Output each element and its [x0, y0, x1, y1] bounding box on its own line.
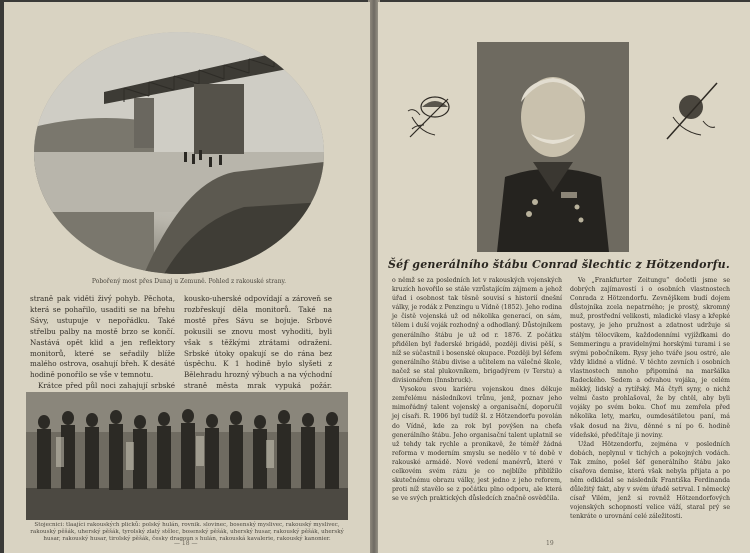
paragraph: kousko-uherské odpovídají a zároveň se rozbřeskují děla monitorů. Také na mostě přes Sávu se bojuje. Srbové pokusili se znovu most vyhoditi, byli však s těžkými ztrátami odraženi. Srbské útoky opakují se do rána bez úspěchu. K 1 hodině bylo slyšeti z Bělehradu hrozný výbuch a na východní straně města mrak vypuká požár.: [184, 294, 332, 391]
sword-helmet-ornament-right-icon: [663, 77, 723, 147]
conrad-portrait: [477, 42, 629, 252]
paragraph: straně pak viděti živý pohyb. Pěchota, která se pohařilo, usaditi se na břehu Sávy, ustupuje v nepořádku. Také střelbu palby na mostě brzo se končí. Nastává opět klid a jen reflektory monitorů, které se seřadily blíže malého ostrova, osahují břeh. K desáté hodině ponořilo se vše v temnotu.: [30, 294, 175, 380]
soldiers-group-photo: [26, 392, 348, 520]
bridge-photo: [34, 32, 324, 274]
bridge-illustration: [34, 32, 324, 274]
paragraph: Krátce před půl noci zahajují srbské: [38, 381, 175, 391]
right-page: [378, 2, 750, 553]
group-photo-caption: Stojecnici: tlaajíci rakouských plicků: polský hulán, rovnik. slovinec, bosenský myslivec, rakouský myslivec, rakouský pěšák, uherský pěšák, tyrolský zlatý stělec, bosenský pěšák, uherský husar, rakouský pěšák, uherský husar, rakouský husar, tirolský pěšák, česky dragoun s hulán, rakouská kavalerie, rakouský kanonier.: [30, 522, 344, 542]
paragraph: o němž se za posledních let v rakouských vojenských kruzích hovořilo se stále vzrůstajícím zájmem a jehož úřad i osobnost tak těsně souvisí s historií dnešní války, je rodák z Penzingu u Vídně (1852). Jeho rodina je čistě vojenská už od několika generací, on sám, tělem i duší voják rozhodný a odhodlaný. Důstojníkem generálního štábu je už od r. 1876. Z počátku přidělen byl řaderské brigádě, později divisi pěší, s níž se súčastnil i bosenské okupace. Později byl šéfem generálního štábu divise a učitelem na válečné škole, načež se stal plukovníkem, brigadýrem (v Terstu) a divisionářem (Innsbruck).: [392, 277, 562, 385]
soldiers-illustration: [26, 392, 348, 520]
portrait-illustration: [477, 42, 629, 252]
paragraph: Vysokou svou kariéru vojenskou dnes děkuje zemřelému následníkovi trůnu, jenž, poznav jeho mimořádný talent vojenský a organisační, doporučil jej císaři. R. 1906 byl tudíž šl. z Hötzendorfu povolán do Vídně, kde za rok byl povýšen na chefa generálního štábu. Jeho organisační talent uplatnil se už tehdy tak rychle a pronikavě, že téměř žádná reforma v moderním smyslu se nedělo v té době v rakouské armádě. Nové vedení manévrů, které v celkovém svém rázu je co nejblíže přiblížilo skutečnému obrazu války, jest jedno z jeho reforem, proti níž stavělo se z počátku plno odporu, ale která se ve svých praktických důsledcích značně osvědčila.: [392, 386, 562, 503]
left-text-column-2: [184, 294, 332, 403]
paragraph: Užad Hötzendorfu, zejména v posledních dobách, neplynul v tichých a pokojných vodách. Tak zmíno, pošel šéf generálního štábu jako císařova demise, která však nebyla přijata a po něm odkládal se následník Františka Ferdinanda důležitý fakt, aby v svém úřadě setrval. I německý císař Vilém, jenž si rovněž Hötzendorfových vojenských schopností velice váží, staral prý se tenkráte o urovnání celé záležitosti.: [570, 440, 730, 521]
paragraph: Ve „Frankfurter Zeitungu“ dočetli jsme se dobrých zajímavostí i o osobních vlastnostech Conrada z Hötzendorfu. Zevnějškem budí dojem důstojníka zcela nepatrného; je prostý, skromný muž, prostřední velikosti, mladické vlasy a křepké postavy, je jeho pružnost a zdatnost udržuje si stálým tělocvikem, každodenními vyjížďkami do Semmeringu a pravidelnými horskými turami i se svými pobočníkem. Rysy jeho tváře jsou ostré, ale vždy klidné a vlídné. V těchto zevních i osobních vlastnostech mnoho připomíná na maršálka Radeckého. Sedem a odvahou vojáka, je celém měkký, lidský a rytířský. Má čtyři syny, o nichž velmi často prohlašoval, že by chtěl, aby byli vojáky po svém boku. Choť mu zemřela před několika lety, marku, oumdesátiletou paní, má však dosud na živu, děnné s ní po 6. hodině vídeňské, předčítaje ji noviny.: [570, 277, 730, 439]
left-page: [4, 2, 370, 553]
page-number-left: — 18 —: [174, 540, 198, 547]
article-title: Šéf generálního štábu Conrad šlechtic z Hötzendorfu.: [388, 258, 730, 271]
right-text-column-1: [392, 276, 562, 503]
bridge-photo-caption: Pobořený most přes Dunaj u Zemuně. Pohled z rakouské strany.: [91, 278, 287, 285]
right-text-column-2: [570, 276, 730, 522]
page-number-right: 19: [546, 540, 554, 547]
laurel-ornament-left-icon: [400, 77, 460, 147]
